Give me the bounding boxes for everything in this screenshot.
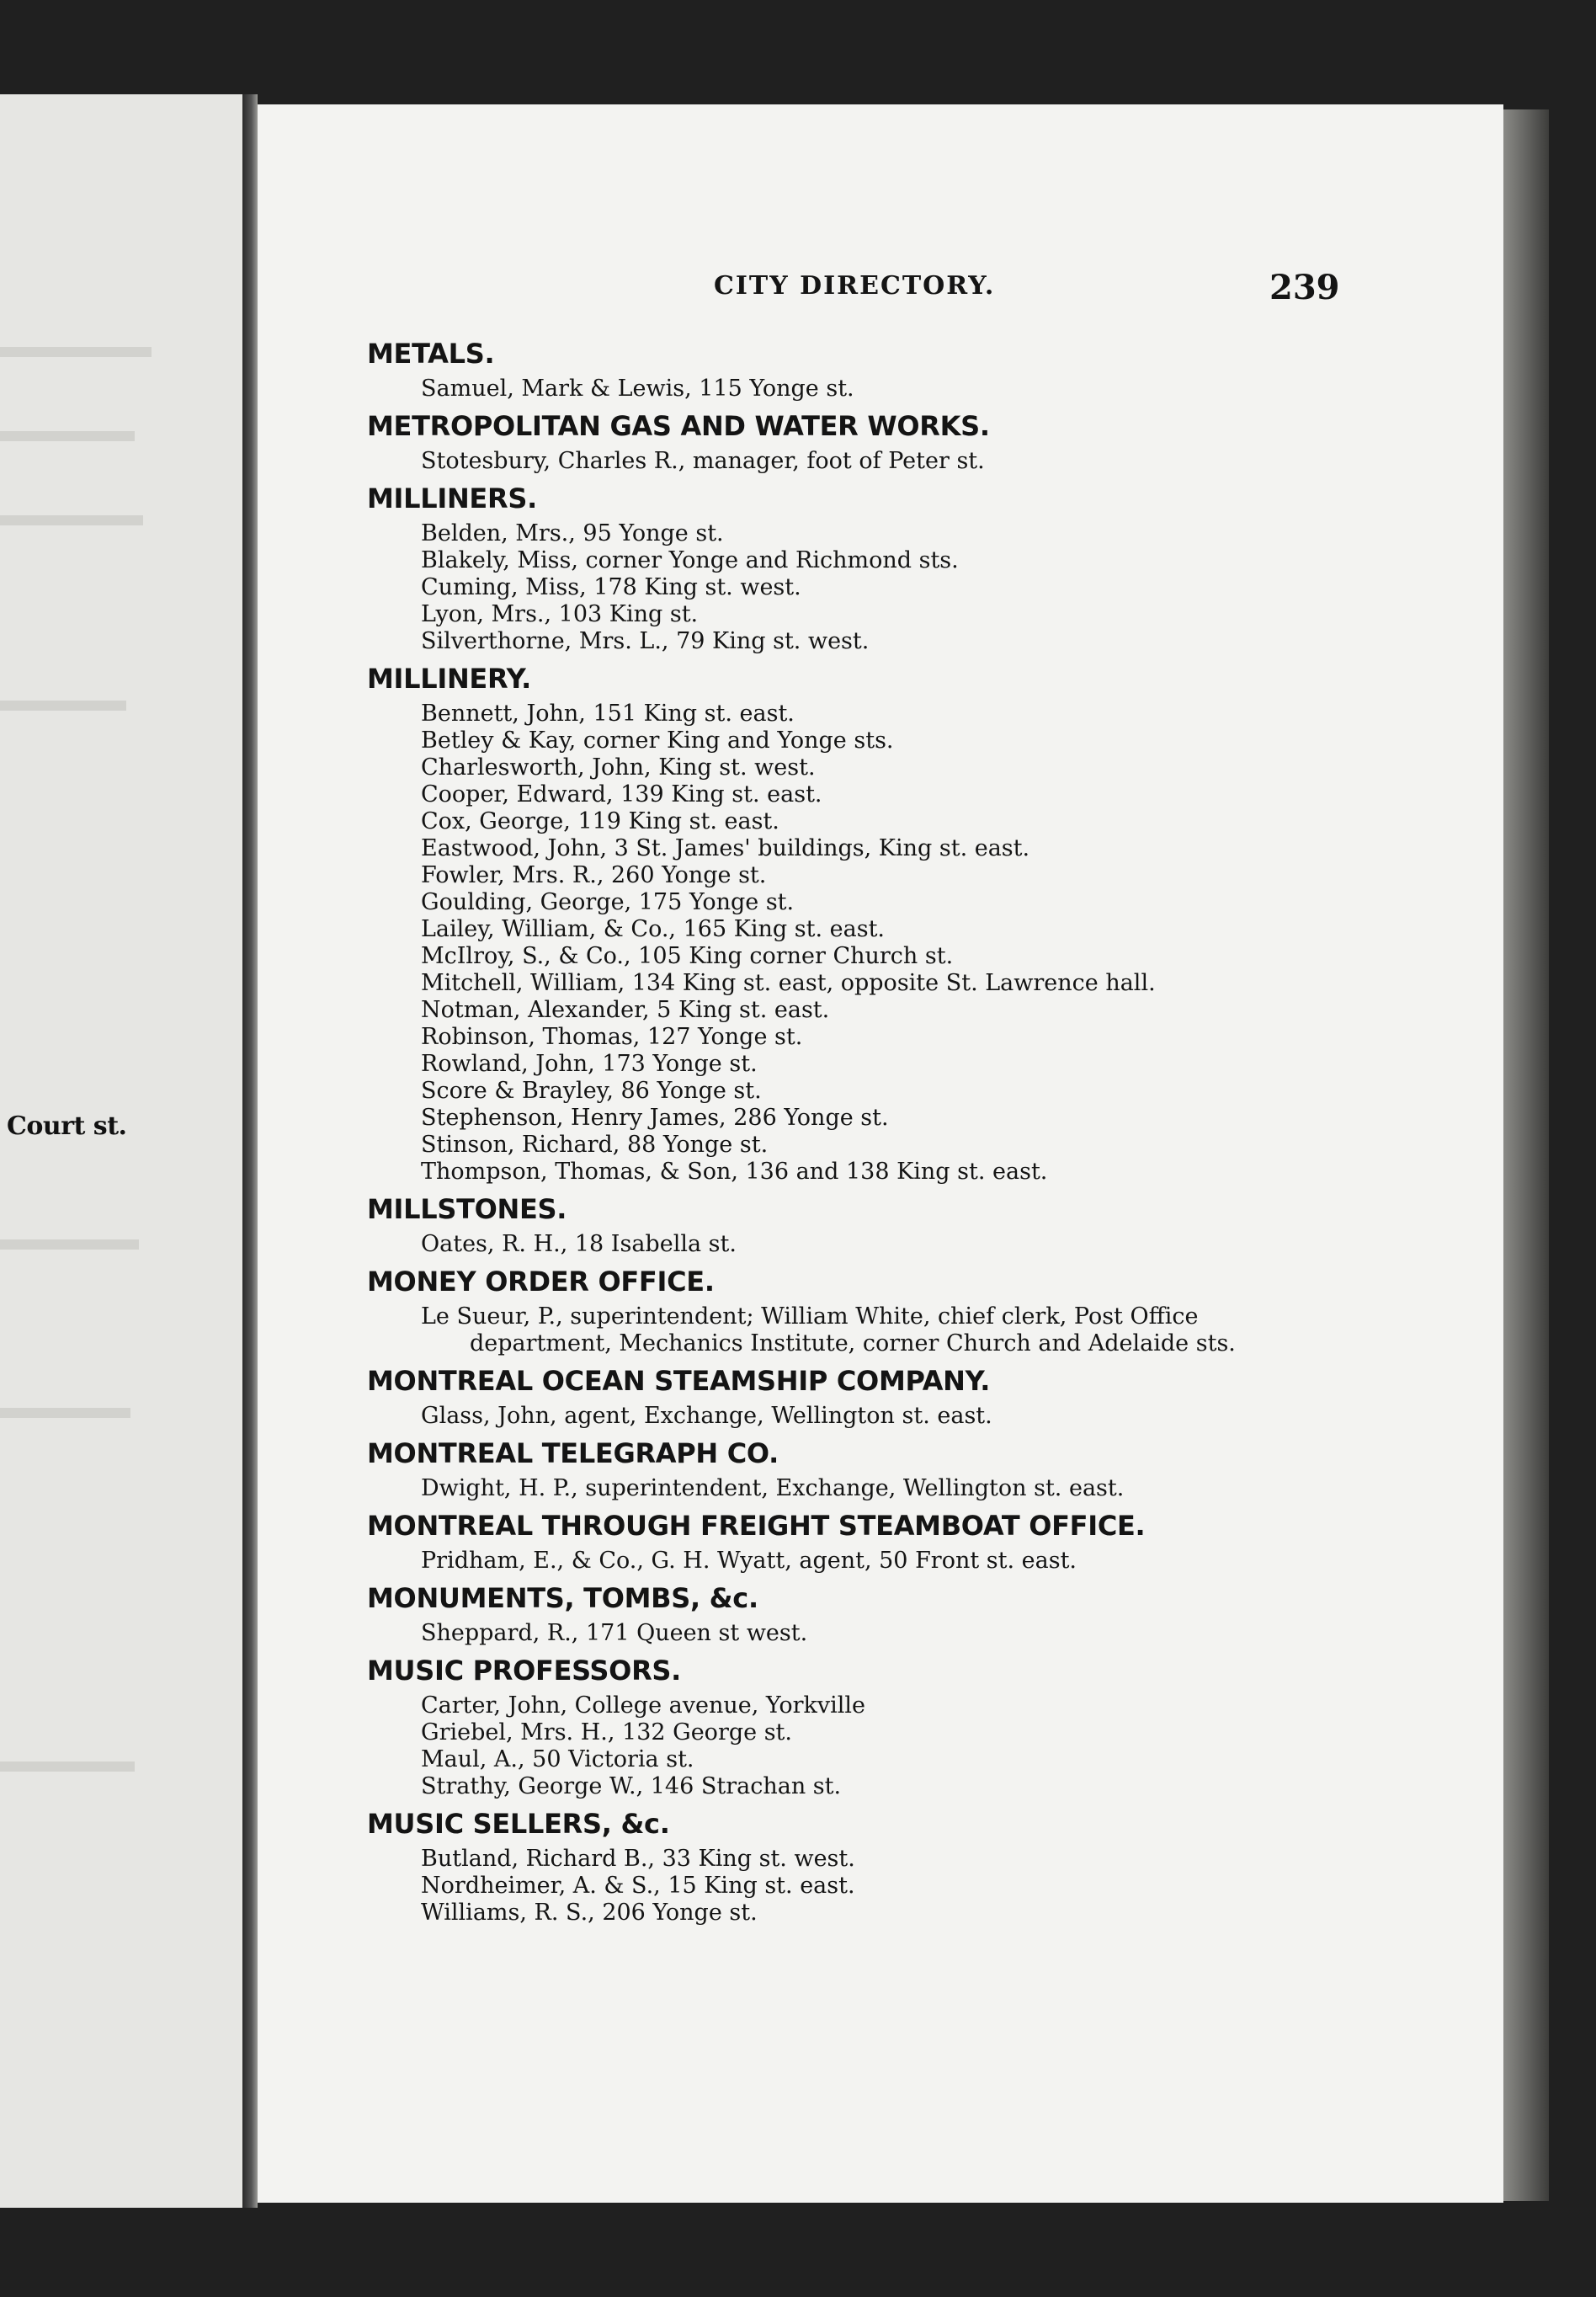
directory-entry: Sheppard, R., 171 Queen st west. [421, 1620, 808, 1646]
directory-entry: Betley & Kay, corner King and Yonge sts. [421, 727, 894, 754]
section-heading: METALS. [367, 338, 495, 370]
directory-section [367, 1805, 1360, 1927]
directory-entry: Stinson, Richard, 88 Yonge st. [421, 1132, 769, 1158]
directory-entry: McIlroy, S., & Co., 105 King corner Church st. [421, 943, 954, 969]
section-heading: MONEY ORDER OFFICE. [367, 1266, 715, 1298]
directory-section [367, 1580, 1360, 1647]
left-page-fragment: Court st. [7, 1111, 127, 1141]
directory-section [367, 1362, 1360, 1430]
directory-entry: Thompson, Thomas, & Son, 136 and 138 King st. east. [421, 1159, 1048, 1185]
directory-entry: Nordheimer, A. & S., 15 King st. east. [421, 1873, 855, 1899]
directory-section [367, 408, 1360, 475]
directory-entry: Mitchell, William, 134 King st. east, opposite St. Lawrence hall. [421, 970, 1156, 996]
directory-section [367, 1652, 1360, 1800]
directory-section [367, 480, 1360, 655]
section-heading: MUSIC SELLERS, &c. [367, 1808, 670, 1840]
directory-entry: Silverthorne, Mrs. L., 79 King st. west. [421, 628, 870, 654]
directory-entry: Robinson, Thomas, 127 Yonge st. [421, 1024, 803, 1050]
directory-entry: Pridham, E., & Co., G. H. Wyatt, agent, 50 Front st. east. [421, 1548, 1077, 1574]
directory-entry: Eastwood, John, 3 St. James' buildings, King st. east. [421, 835, 1030, 861]
directory-entry: Glass, John, agent, Exchange, Wellington st. east. [421, 1403, 992, 1429]
directory-entry: Goulding, George, 175 Yonge st. [421, 889, 795, 915]
directory-listing [367, 335, 1360, 1932]
directory-entry: Carter, John, College avenue, Yorkville [421, 1692, 866, 1719]
section-heading: MILLINERY. [367, 663, 532, 695]
section-heading: METROPOLITAN GAS AND WATER WORKS. [367, 410, 990, 442]
directory-entry: Notman, Alexander, 5 King st. east. [421, 997, 830, 1023]
directory-entry: Cox, George, 119 King st. east. [421, 808, 779, 834]
directory-section [367, 1191, 1360, 1258]
section-heading: MILLSTONES. [367, 1193, 567, 1225]
directory-section [367, 335, 1360, 402]
section-heading: MONTREAL OCEAN STEAMSHIP COMPANY. [367, 1365, 991, 1397]
directory-entry: Dwight, H. P., superintendent, Exchange, Wellington st. east. [421, 1475, 1125, 1501]
directory-entry: Fowler, Mrs. R., 260 Yonge st. [421, 862, 767, 888]
directory-entry: Stotesbury, Charles R., manager, foot of Peter st. [421, 448, 985, 474]
directory-entry: Samuel, Mark & Lewis, 115 Yonge st. [421, 376, 854, 402]
directory-entry: Charlesworth, John, King st. west. [421, 754, 816, 781]
directory-entry: Blakely, Miss, corner Yonge and Richmond sts. [421, 547, 959, 573]
directory-entry: Belden, Mrs., 95 Yonge st. [421, 520, 724, 546]
directory-section [367, 660, 1360, 1186]
page-number: 239 [1269, 268, 1340, 307]
directory-entry: Stephenson, Henry James, 286 Yonge st. [421, 1105, 889, 1131]
directory-section [367, 1435, 1360, 1502]
directory-entry: Oates, R. H., 18 Isabella st. [421, 1231, 737, 1257]
running-title: CITY DIRECTORY. [714, 271, 996, 301]
entry-continuation-line: department, Mechanics Institute, corner Church and Adelaide sts. [470, 1330, 1236, 1356]
directory-entry: Lailey, William, & Co., 165 King st. east. [421, 916, 886, 942]
directory-entry: Maul, A., 50 Victoria st. [421, 1746, 694, 1772]
directory-entry: Butland, Richard B., 33 King st. west. [421, 1846, 855, 1872]
directory-entry: Bennett, John, 151 King st. east. [421, 701, 795, 727]
directory-section [367, 1507, 1360, 1575]
directory-entry: Griebel, Mrs. H., 132 George st. [421, 1719, 792, 1745]
entry-line: Le Sueur, P., superintendent; William White, chief clerk, Post Office [421, 1303, 1199, 1330]
section-heading: MONUMENTS, TOMBS, &c. [367, 1582, 758, 1614]
directory-entry: Cuming, Miss, 178 King st. west. [421, 574, 801, 600]
directory-entry: Rowland, John, 173 Yonge st. [421, 1051, 758, 1077]
directory-entry: Score & Brayley, 86 Yonge st. [421, 1078, 762, 1104]
section-heading: MONTREAL TELEGRAPH CO. [367, 1437, 779, 1469]
directory-section [367, 1263, 1360, 1357]
directory-entry: Williams, R. S., 206 Yonge st. [421, 1900, 758, 1926]
directory-entry: Cooper, Edward, 139 King st. east. [421, 781, 822, 807]
directory-entry: Lyon, Mrs., 103 King st. [421, 601, 699, 627]
directory-entry: Strathy, George W., 146 Strachan st. [421, 1773, 842, 1799]
section-heading: MUSIC PROFESSORS. [367, 1655, 682, 1687]
directory-entry [367, 1303, 1360, 1357]
section-heading: MILLINERS. [367, 482, 537, 514]
section-heading: MONTREAL THROUGH FREIGHT STEAMBOAT OFFICE. [367, 1510, 1146, 1542]
